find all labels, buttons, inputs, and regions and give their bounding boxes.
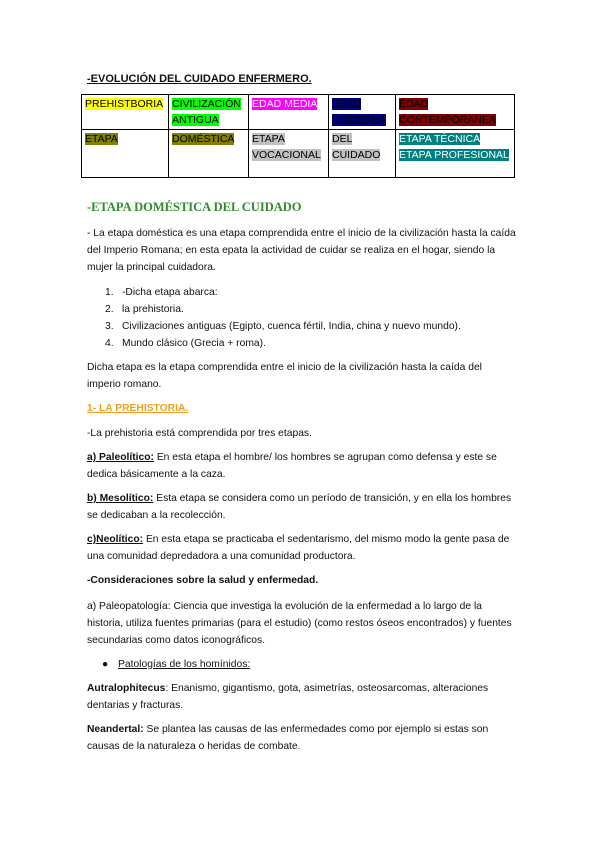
mesolitico-text: Esta etapa se considera como un período de transición, y en ella los hombres se dedicaban a la recolección. xyxy=(87,493,512,521)
neolitico-text: En esta etapa se practicaba el sedentarismo, del mismo modo la gente pasa de una comunidad depredadora a una comunidad productora. xyxy=(87,534,510,562)
neandertal-label: Neandertal: xyxy=(87,724,144,735)
paleolitico-label: a) Paleolítico: xyxy=(87,452,154,463)
list-item xyxy=(87,301,461,318)
list-number: 2. xyxy=(105,304,114,315)
list-number: 4. xyxy=(105,338,114,349)
list-text: -Dicha etapa abarca: xyxy=(122,287,218,298)
document-title: -EVOLUCIÓN DEL CUIDADO ENFERMERO. xyxy=(87,73,312,85)
bullet-icon: ● xyxy=(102,659,109,670)
cell-edad-contemporanea: EDAD CONTEMPORANEA xyxy=(399,98,496,126)
table-cell xyxy=(169,95,249,130)
table-cell xyxy=(82,130,169,178)
table-cell xyxy=(329,130,396,178)
list-number: 1. xyxy=(105,287,114,298)
cell-civilizacion-antigua: CIVILIZACIÓN ANTIGUA xyxy=(172,98,241,126)
prehistory-heading: 1- LA PREHISTORIA. xyxy=(87,403,189,414)
cell-domestica: DOMÉSTICA xyxy=(172,133,235,145)
autralophitecus-label: Autralophitecus xyxy=(87,683,166,694)
intro-paragraph: - La etapa doméstica es una etapa comprendida entre el inicio de la civilización hasta la caída del Imperio Romana; en esta epata la actividad de cuidar se realiza en el hogar, siendo la mujer la principal cuidadora. xyxy=(87,228,516,273)
list-item xyxy=(87,318,461,335)
cell-etapa-vocacional: ETAPA VOCACIONAL xyxy=(252,133,321,161)
cell-edad-moderna: EDAD MODERNA xyxy=(332,98,386,126)
list-number: 3. xyxy=(105,321,114,332)
prehistory-intro: -La prehistoria está comprendida por tres etapas. xyxy=(87,428,312,439)
table-cell xyxy=(249,95,329,130)
table-cell xyxy=(396,130,515,178)
section-title: -ETAPA DOMÉSTICA DEL CUIDADO xyxy=(87,200,302,214)
list-text: la prehistoria. xyxy=(122,304,184,315)
history-stages-table xyxy=(81,94,515,178)
table-cell xyxy=(329,95,396,130)
list-item xyxy=(87,335,461,352)
autralophitecus-paragraph xyxy=(87,680,517,714)
neolitico-paragraph xyxy=(87,531,517,565)
cell-del-cuidado: DEL CUIDADO xyxy=(332,133,381,161)
cell-etapa: ETAPA xyxy=(85,133,118,145)
neandertal-paragraph xyxy=(87,721,517,755)
neolitico-label: c)Neolítico: xyxy=(87,534,144,545)
summary-paragraph: Dicha etapa es la etapa comprendida entre el inicio de la civilización hasta la caída del imperio romano. xyxy=(87,362,482,390)
paleopatologia-paragraph: a) Paleopatología: Ciencia que investiga la evolución de la enfermedad a lo largo de la historia, utiliza fuentes primarias (para el estudio) (como restos óseos encontrados) y fuentes secundarias como datos iconográficos. xyxy=(87,601,512,646)
considerations-heading: -Consideraciones sobre la salud y enfermedad. xyxy=(87,575,319,586)
mesolitico-paragraph xyxy=(87,490,517,524)
table-cell xyxy=(249,130,329,178)
cell-edad-media: EDAD MEDIA xyxy=(252,98,318,110)
cell-etapa-tecnica-profesional: ETAPA TÉCNICA ETAPA PROFESIONAL xyxy=(399,133,509,161)
paleolitico-text: En esta etapa el hombre/ los hombres se agrupan como defensa y este se dedica básicamente a la caza. xyxy=(87,452,497,480)
list-text: Civilizaciones antiguas (Egipto, cuenca fértil, India, china y nuevo mundo). xyxy=(122,321,461,332)
mesolitico-label: b) Mesolítico: xyxy=(87,493,154,504)
paleolitico-paragraph xyxy=(87,449,517,483)
cell-prehistoria: PREHISTBORIA xyxy=(85,98,164,110)
table-cell xyxy=(169,130,249,178)
epoch-list xyxy=(87,284,461,352)
list-text: Mundo clásico (Grecia + roma). xyxy=(122,338,266,349)
list-item xyxy=(87,284,461,301)
table-cell xyxy=(82,95,169,130)
autralophitecus-text: : Enanismo, gigantismo, gota, asimetrías, osteosarcomas, alteraciones dentarias y fracturas. xyxy=(87,683,489,711)
table-cell xyxy=(396,95,515,130)
hominid-pathologies-heading: Patologías de los homínidos: xyxy=(118,659,251,670)
neandertal-text: Se plantea las causas de las enfermedades como por ejemplo si estas son causas de la naturaleza o heridas de combate. xyxy=(87,724,489,752)
